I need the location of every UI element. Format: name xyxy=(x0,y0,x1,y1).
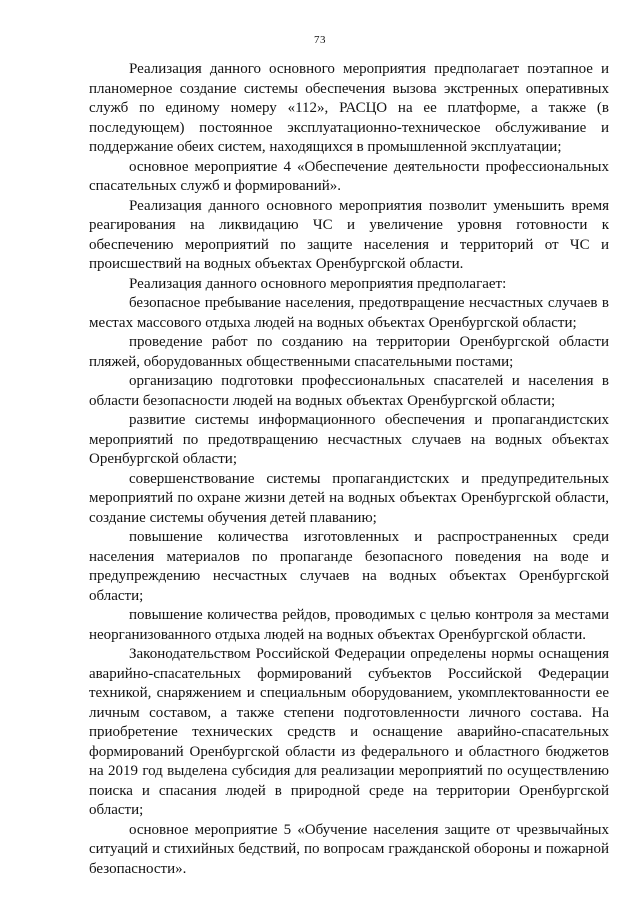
paragraph: повышение количества изготовленных и распространенных среди населения материалов по пропаганде безопасного поведения на воде и предупреждению несчастных случаев на водных объектах Оренбургской области; xyxy=(89,529,609,604)
page-number: 73 xyxy=(314,34,326,46)
paragraph: основное мероприятие 5 «Обучение населения защите от чрезвычайных ситуаций и стихийных бедствий, по вопросам гражданской обороны и пожарной безопасности». xyxy=(89,821,609,877)
paragraph: основное мероприятие 4 «Обеспечение деятельности профессиональных спасательных служб и формирований». xyxy=(89,158,609,194)
document-body xyxy=(89,60,609,879)
paragraph: безопасное пребывание населения, предотвращение несчастных случаев в местах массового отдыха людей на водных объектах Оренбургской области; xyxy=(89,295,609,331)
paragraph: Реализация данного основного мероприятия позволит уменьшить время реагирования на ликвидацию ЧС и увеличение уровня готовности к обеспечению мероприятий по защите населения и территорий от ЧС и происшествий на водных объектах Оренбургской области. xyxy=(89,197,609,272)
paragraph: совершенствование системы пропагандистских и предупредительных мероприятий по охране жизни детей на водных объектах Оренбургской области, создание системы обучения детей плаванию; xyxy=(89,470,609,526)
paragraph: проведение работ по созданию на территории Оренбургской области пляжей, оборудованных общественными спасательными постами; xyxy=(89,334,609,370)
paragraph: Реализация данного основного мероприятия предполагает: xyxy=(129,275,507,292)
paragraph: Законодательством Российской Федерации определены нормы оснащения аварийно-спасательных формирований субъектов Российской Федерации техникой, снаряжением и специальным оборудованием, укомплектованности ее личным составом, а также степени подготовленности личного состава. На приобретение технических средств и оснащение аварийно-спасательных формирований Оренбургской области из федерального и областного бюджетов на 2019 год выделена субсидия для реализации мероприятий по осуществлению поиска и спасания людей в природной среде на территории Оренбургской области; xyxy=(89,646,609,818)
paragraph: повышение количества рейдов, проводимых с целью контроля за местами неорганизованного отдыха людей на водных объектах Оренбургской области. xyxy=(89,607,609,643)
paragraph: развитие системы информационного обеспечения и пропагандистских мероприятий по предотвращению несчастных случаев на водных объектах Оренбургской области; xyxy=(89,412,609,467)
paragraph: Реализация данного основного мероприятия предполагает поэтапное и планомерное создание системы обеспечения вызова экстренных оперативных служб по единому номеру «112», РАСЦО на ее платформе, а также (в последующем) постоянное эксплуатационно-техническое обслуживание и поддержание обеих систем, находящихся в промышленной эксплуатации; xyxy=(89,61,609,155)
paragraph: организацию подготовки профессиональных спасателей и населения в области безопасности людей на водных объектах Оренбургской области; xyxy=(89,373,609,409)
